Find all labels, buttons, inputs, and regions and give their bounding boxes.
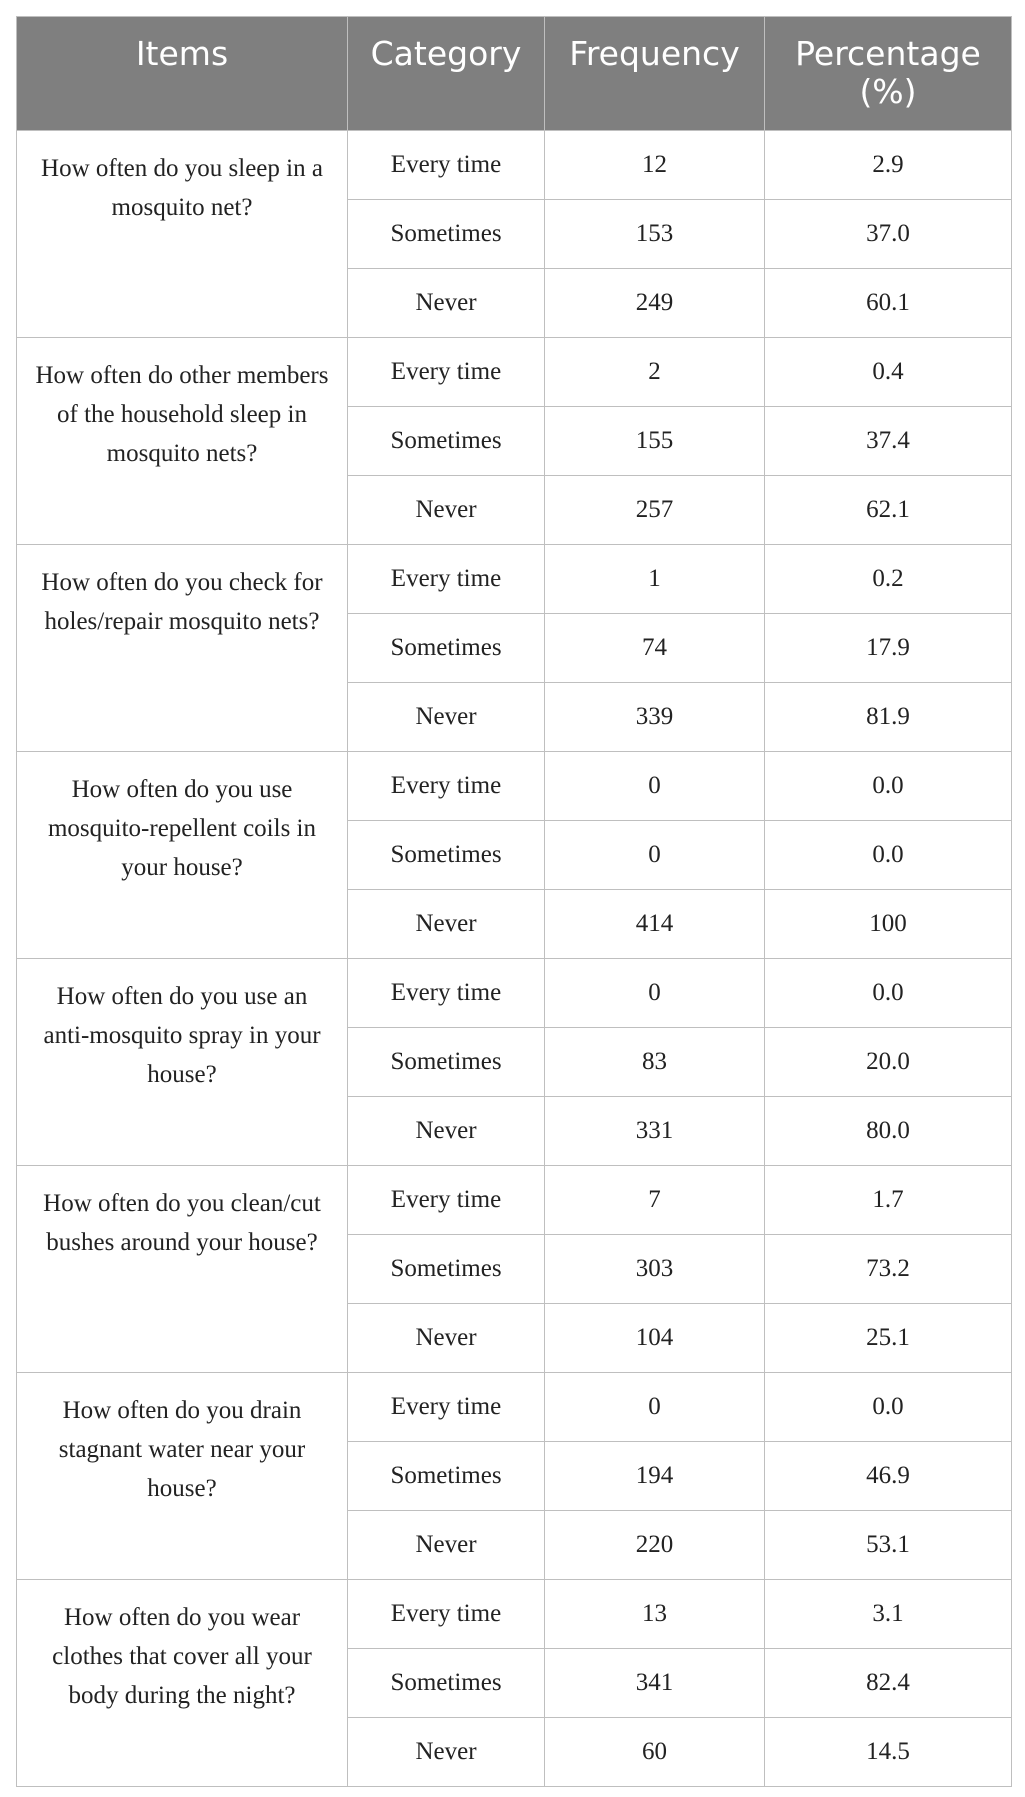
frequency-cell: 74: [545, 614, 765, 683]
frequency-cell: 104: [545, 1304, 765, 1373]
frequency-cell: 7: [545, 1166, 765, 1235]
percentage-cell: 80.0: [765, 1097, 1012, 1166]
percentage-cell: 62.1: [765, 476, 1012, 545]
frequency-cell: 341: [545, 1649, 765, 1718]
percentage-cell: 25.1: [765, 1304, 1012, 1373]
frequency-cell: 12: [545, 131, 765, 200]
percentage-cell: 73.2: [765, 1235, 1012, 1304]
table-row: [17, 131, 1012, 200]
category-cell: Every time: [348, 1373, 545, 1442]
percentage-cell: 81.9: [765, 683, 1012, 752]
header-category: Category: [348, 17, 545, 131]
category-cell: Sometimes: [348, 1235, 545, 1304]
frequency-cell: 194: [545, 1442, 765, 1511]
category-cell: Never: [348, 476, 545, 545]
survey-table: [16, 16, 1012, 1787]
percentage-cell: 17.9: [765, 614, 1012, 683]
frequency-cell: 155: [545, 407, 765, 476]
frequency-cell: 0: [545, 1373, 765, 1442]
frequency-cell: 83: [545, 1028, 765, 1097]
category-cell: Sometimes: [348, 821, 545, 890]
percentage-cell: 37.4: [765, 407, 1012, 476]
category-cell: Never: [348, 269, 545, 338]
percentage-cell: 2.9: [765, 131, 1012, 200]
frequency-cell: 153: [545, 200, 765, 269]
table-row: [17, 338, 1012, 407]
table-row: [17, 1373, 1012, 1442]
category-cell: Every time: [348, 1580, 545, 1649]
percentage-cell: 0.0: [765, 959, 1012, 1028]
frequency-cell: 0: [545, 821, 765, 890]
category-cell: Never: [348, 890, 545, 959]
frequency-cell: 303: [545, 1235, 765, 1304]
frequency-cell: 13: [545, 1580, 765, 1649]
table-row: [17, 545, 1012, 614]
frequency-cell: 1: [545, 545, 765, 614]
percentage-cell: 0.0: [765, 821, 1012, 890]
percentage-cell: 14.5: [765, 1718, 1012, 1787]
percentage-cell: 20.0: [765, 1028, 1012, 1097]
item-question: How often do you wear clothes that cover all your body during the night?: [17, 1580, 348, 1787]
category-cell: Sometimes: [348, 614, 545, 683]
percentage-cell: 0.2: [765, 545, 1012, 614]
item-question: How often do you use an anti-mosquito spray in your house?: [17, 959, 348, 1166]
frequency-cell: 339: [545, 683, 765, 752]
category-cell: Every time: [348, 131, 545, 200]
percentage-cell: 3.1: [765, 1580, 1012, 1649]
table-header: [17, 17, 1012, 131]
item-question: How often do you drain stagnant water near your house?: [17, 1373, 348, 1580]
header-frequency: Frequency: [545, 17, 765, 131]
frequency-cell: 60: [545, 1718, 765, 1787]
category-cell: Sometimes: [348, 1028, 545, 1097]
table-row: [17, 752, 1012, 821]
percentage-cell: 1.7: [765, 1166, 1012, 1235]
category-cell: Every time: [348, 1166, 545, 1235]
frequency-cell: 220: [545, 1511, 765, 1580]
percentage-cell: 82.4: [765, 1649, 1012, 1718]
header-percentage: Percentage (%): [765, 17, 1012, 131]
percentage-cell: 0.4: [765, 338, 1012, 407]
frequency-cell: 257: [545, 476, 765, 545]
category-cell: Sometimes: [348, 1649, 545, 1718]
percentage-cell: 46.9: [765, 1442, 1012, 1511]
percentage-cell: 100: [765, 890, 1012, 959]
category-cell: Never: [348, 1718, 545, 1787]
category-cell: Every time: [348, 752, 545, 821]
percentage-cell: 37.0: [765, 200, 1012, 269]
category-cell: Sometimes: [348, 1442, 545, 1511]
frequency-cell: 0: [545, 752, 765, 821]
item-question: How often do you use mosquito-repellent coils in your house?: [17, 752, 348, 959]
frequency-cell: 331: [545, 1097, 765, 1166]
table-row: [17, 1166, 1012, 1235]
percentage-cell: 0.0: [765, 752, 1012, 821]
table-row: [17, 1580, 1012, 1649]
category-cell: Never: [348, 1097, 545, 1166]
frequency-cell: 414: [545, 890, 765, 959]
category-cell: Every time: [348, 338, 545, 407]
header-row: [17, 17, 1012, 131]
category-cell: Every time: [348, 959, 545, 1028]
frequency-cell: 2: [545, 338, 765, 407]
category-cell: Never: [348, 683, 545, 752]
table-body: [17, 131, 1012, 1787]
item-question: How often do you check for holes/repair mosquito nets?: [17, 545, 348, 752]
frequency-cell: 249: [545, 269, 765, 338]
category-cell: Never: [348, 1304, 545, 1373]
frequency-cell: 0: [545, 959, 765, 1028]
item-question: How often do other members of the household sleep in mosquito nets?: [17, 338, 348, 545]
category-cell: Never: [348, 1511, 545, 1580]
category-cell: Sometimes: [348, 200, 545, 269]
percentage-cell: 0.0: [765, 1373, 1012, 1442]
item-question: How often do you sleep in a mosquito net?: [17, 131, 348, 338]
percentage-cell: 53.1: [765, 1511, 1012, 1580]
table-row: [17, 959, 1012, 1028]
category-cell: Every time: [348, 545, 545, 614]
category-cell: Sometimes: [348, 407, 545, 476]
header-items: Items: [17, 17, 348, 131]
percentage-cell: 60.1: [765, 269, 1012, 338]
item-question: How often do you clean/cut bushes around your house?: [17, 1166, 348, 1373]
